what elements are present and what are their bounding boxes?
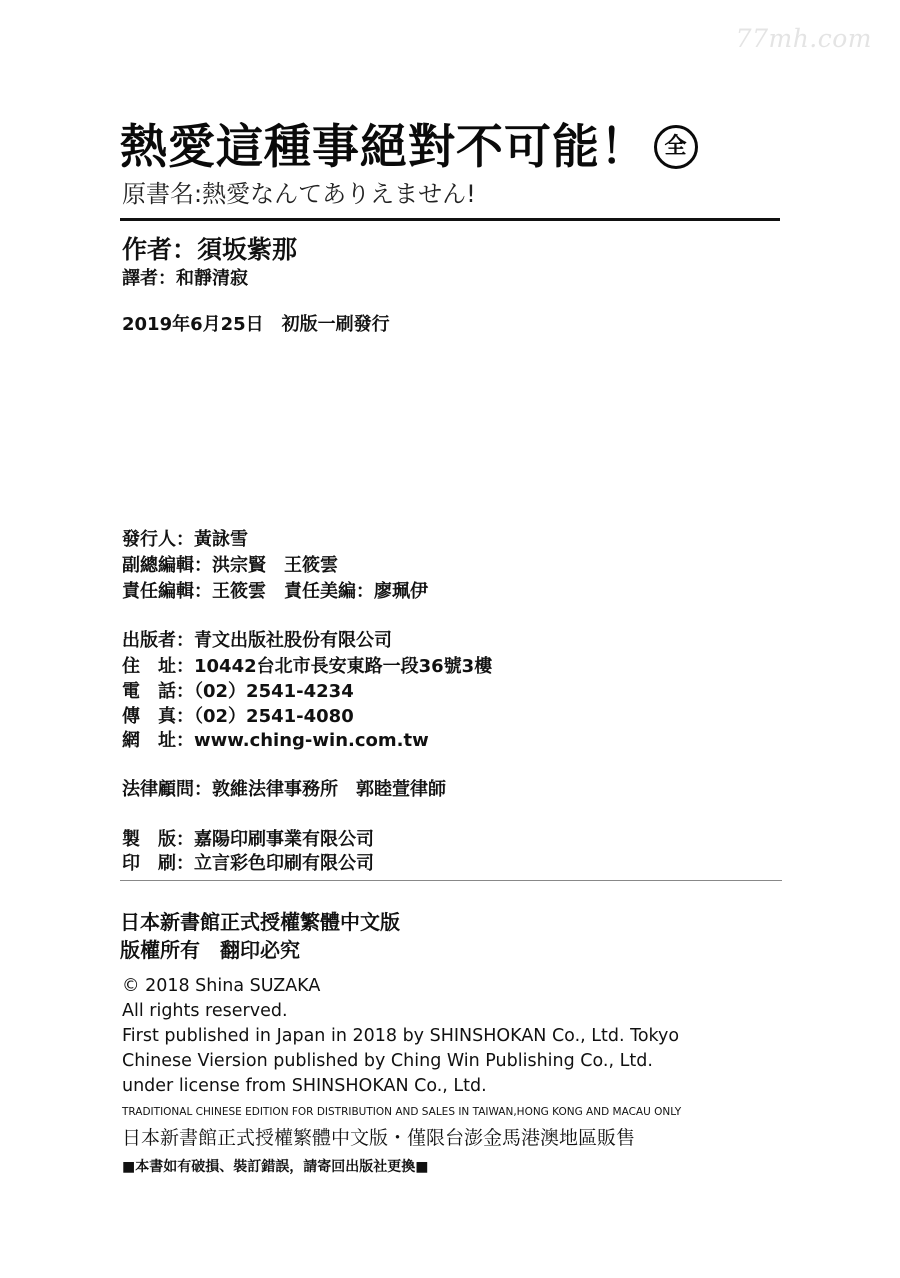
original-title: 原書名:熱愛なんてありえません! xyxy=(122,180,476,208)
distribution-en: TRADITIONAL CHINESE EDITION FOR DISTRIBUTION AND SALES IN TAIWAN,HONG KONG AND MACAU ONLY xyxy=(122,1106,682,1118)
publisher-fax: 傳 真：（02）2541-4080 xyxy=(122,706,354,727)
rights-line: All rights reserved. xyxy=(122,1001,288,1021)
publisher-address: 住 址：10442台北市長安東路一段36號3樓 xyxy=(122,656,493,677)
publisher-website: 網 址：www.ching-win.com.tw xyxy=(122,730,429,751)
author-line: 作者：須坂紫那 xyxy=(122,235,298,264)
watermark: 77mh.com xyxy=(735,24,872,53)
staff-editor: 責任編輯：王筱雲 責任美編：廖珮伊 xyxy=(122,581,428,602)
authorization-line: 日本新書館正式授權繁體中文版 xyxy=(120,910,400,934)
legal-advisor: 法律顧問：敦維法律事務所 郭睦萱律師 xyxy=(122,779,446,800)
publish-date: 2019年6月25日 初版一刷發行 xyxy=(122,314,390,335)
printing-company: 印 刷：立言彩色印刷有限公司 xyxy=(122,853,374,874)
copyright-line: © 2018 Shina SUZAKA xyxy=(122,976,321,996)
chinese-version-line: Chinese Viersion published by Ching Win Publishing Co., Ltd. xyxy=(122,1051,653,1071)
publisher-phone: 電 話：（02）2541-4234 xyxy=(122,681,354,702)
staff-publisher: 發行人：黃詠雪 xyxy=(122,529,248,550)
staff-deputy-editor: 副總編輯：洪宗賢 王筱雲 xyxy=(122,555,338,576)
book-title-text: 熱愛這種事絕對不可能！ xyxy=(120,120,648,175)
license-line: under license from SHINSHOKAN Co., Ltd. xyxy=(122,1076,487,1096)
replacement-notice: ■本書如有破損、裝訂錯誤，請寄回出版社更換■ xyxy=(122,1159,429,1175)
translator-line: 譯者：和靜清寂 xyxy=(122,268,248,289)
plate-making: 製 版：嘉陽印刷事業有限公司 xyxy=(122,829,374,850)
title-divider xyxy=(120,218,780,221)
publisher-name: 出版者：青文出版社股份有限公司 xyxy=(122,630,392,651)
complete-badge: 全 xyxy=(654,125,698,169)
section-divider xyxy=(120,880,782,881)
book-title xyxy=(120,110,698,177)
rights-reserved-zh: 版權所有 翻印必究 xyxy=(120,938,300,962)
first-published-line: First published in Japan in 2018 by SHINSHOKAN Co., Ltd. Tokyo xyxy=(122,1026,680,1046)
distribution-zh: 日本新書館正式授權繁體中文版・僅限台澎金馬港澳地區販售 xyxy=(122,1127,636,1149)
